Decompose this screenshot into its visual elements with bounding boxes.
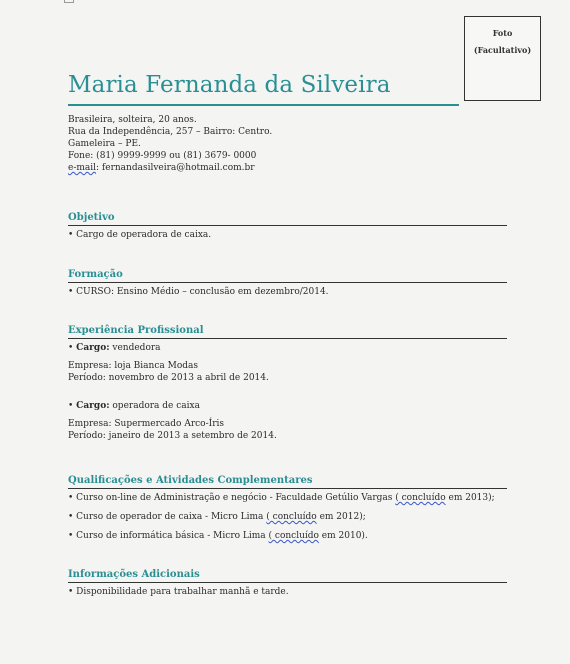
job-empresa: Empresa: loja Bianca Modas <box>68 361 198 371</box>
contact-line-phone: Fone: (81) 9999-9999 ou (81) 3679- 0000 <box>68 151 257 161</box>
section-divider <box>68 338 507 339</box>
section-adicionais <box>68 568 507 598</box>
candidate-name: Maria Fernanda da Silveira <box>68 72 391 98</box>
section-qualificacoes <box>68 474 507 542</box>
email-label: e-mail <box>68 163 97 173</box>
photo-label: Foto <box>492 28 513 38</box>
section-title: Objetivo <box>68 212 115 223</box>
section-objetivo <box>68 211 507 241</box>
job-empresa: Empresa: Supermercado Arco-Íris <box>68 419 224 429</box>
job-periodo: Período: novembro de 2013 a abril de 2014. <box>68 373 269 383</box>
page-corner-mark <box>64 0 74 3</box>
job-cargo: • Cargo: vendedora <box>68 342 507 354</box>
contact-line-email <box>68 162 272 174</box>
section-title: Qualificações e Atividades Complementares <box>68 475 313 486</box>
list-item: • Curso de informática básica - Micro Lima ( concluído em 2010). <box>68 530 507 542</box>
section-experiencia <box>68 324 507 442</box>
list-item: • Curso de operador de caixa - Micro Lima ( concluído em 2012); <box>68 511 507 530</box>
section-divider <box>68 488 507 489</box>
section-divider <box>68 582 507 583</box>
objective-text: • Cargo de operadora de caixa. <box>68 229 507 241</box>
photo-optional-label: (Facultativo) <box>473 45 532 55</box>
contact-line-personal: Brasileira, solteira, 20 anos. <box>68 115 197 125</box>
contact-info <box>68 114 272 174</box>
education-text: • CURSO: Ensino Médio – conclusão em dezembro/2014. <box>68 286 507 298</box>
name-divider <box>68 104 459 106</box>
job-periodo: Período: janeiro de 2013 a setembro de 2014. <box>68 431 277 441</box>
section-title: Formação <box>68 269 123 280</box>
list-item: • Curso on-line de Administração e negócio - Faculdade Getúlio Vargas ( concluído em 2013); <box>68 492 507 511</box>
section-formacao <box>68 268 507 298</box>
job-cargo: • Cargo: operadora de caixa <box>68 400 507 412</box>
contact-line-address: Rua da Independência, 257 – Bairro: Centro. <box>68 127 273 137</box>
additional-info-text: • Disponibilidade para trabalhar manhã e tarde. <box>68 586 507 598</box>
section-divider <box>68 225 507 226</box>
experience-list <box>68 342 507 442</box>
qualifications-list <box>68 492 507 542</box>
contact-line-city: Gameleira – PE. <box>68 139 141 149</box>
section-title: Experiência Profissional <box>68 325 204 336</box>
email-value: : fernandasilveira@hotmail.com.br <box>96 163 255 173</box>
photo-placeholder <box>464 16 541 101</box>
section-divider <box>68 282 507 283</box>
section-title: Informações Adicionais <box>68 569 200 580</box>
